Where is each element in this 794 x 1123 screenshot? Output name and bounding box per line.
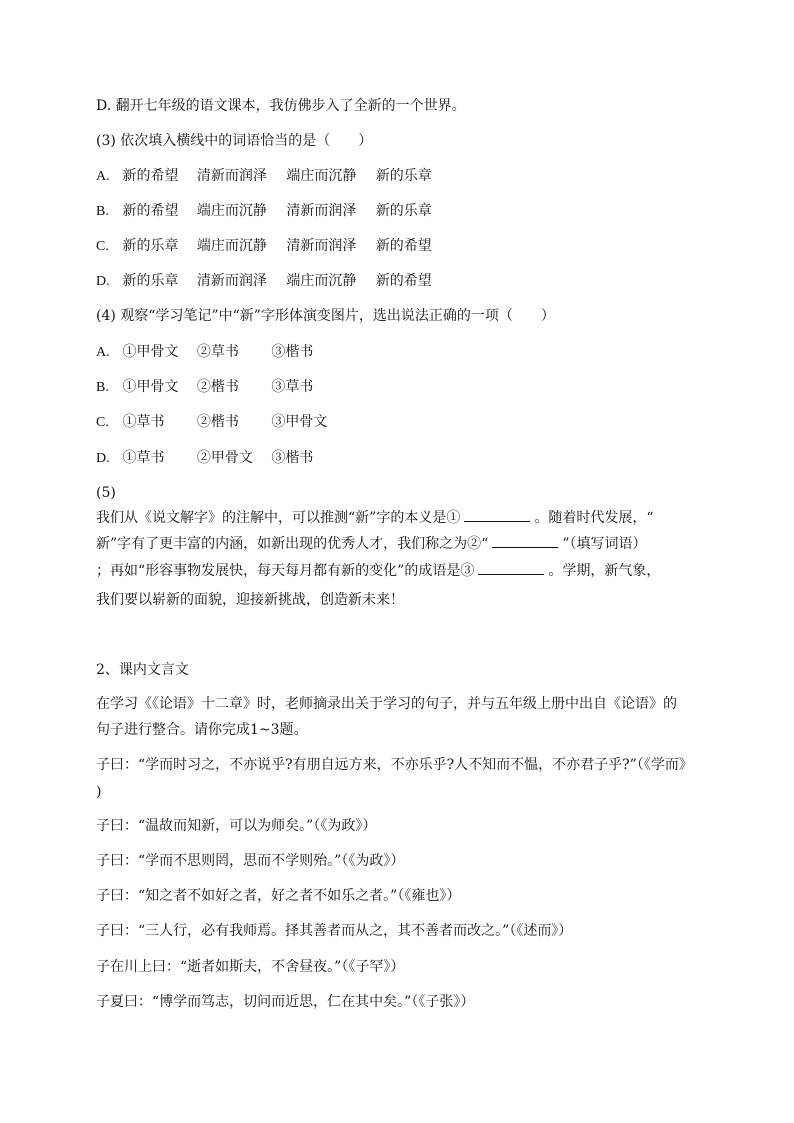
- q5-text: 。学期，新气象，: [548, 563, 661, 579]
- option-label: D.: [96, 451, 110, 466]
- q3-option-d: [96, 271, 432, 291]
- option-item: 新的希望: [375, 238, 432, 254]
- quote-1-continued: ): [96, 784, 102, 800]
- option-item: ③楷书: [271, 450, 314, 466]
- q4-option-b: [96, 377, 313, 397]
- q4-option-d: [96, 448, 313, 468]
- q3-stem: (3) 依次填入横线中的词语恰当的是（ ）: [96, 133, 373, 149]
- option-item: ③甲骨文: [271, 414, 328, 430]
- option-item: 端庄而沉静: [196, 203, 267, 219]
- option-label: B.: [96, 204, 109, 219]
- option-label: C.: [96, 415, 109, 430]
- option-label: C.: [96, 239, 109, 254]
- option-label: B.: [96, 380, 109, 395]
- option-item: ②楷书: [196, 379, 239, 395]
- option-label: A.: [96, 169, 110, 184]
- q4-option-a: [96, 342, 313, 362]
- section-2-title: 2、课内文言文: [96, 662, 189, 678]
- option-label: D.: [96, 274, 110, 289]
- option-item: 新的乐章: [122, 238, 179, 254]
- quote-1: 子曰：“学而时习之，不亦说乎?有朋自远方来，不亦乐乎?人不知而不愠，不亦君子乎?”（《学而》: [96, 757, 693, 773]
- q5-text: 我们从《说文解字》的注解中，可以推测“新”字的本义是①: [96, 510, 461, 526]
- option-item: ②甲骨文: [196, 450, 253, 466]
- q5-line-3: [96, 560, 660, 580]
- q5-line-1: [96, 507, 654, 527]
- option-item: ③草书: [271, 379, 314, 395]
- option-item: 新的乐章: [375, 203, 432, 219]
- q4-stem: (4) 观察“学习笔记”中“新”字形体演变图片，选出说法正确的一项（ ）: [96, 308, 555, 324]
- option-label: A.: [96, 345, 110, 360]
- option-item: 端庄而沉静: [286, 168, 357, 184]
- option-item: 新的希望: [122, 203, 179, 219]
- option-item: 端庄而沉静: [286, 273, 357, 289]
- option-item: 清新而润泽: [196, 168, 267, 184]
- section-2-intro: 句子进行整合。请你完成1~3题。: [96, 722, 308, 738]
- answer-blank-2[interactable]: [492, 533, 558, 548]
- quote-5: 子曰：“三人行，必有我师焉。择其善者而从之，其不善者而改之。”（《述而》）: [96, 923, 573, 939]
- option-item: 新的希望: [122, 168, 179, 184]
- quote-7: 子夏曰：“博学而笃志，切问而近思，仁在其中矣。”（《子张》）: [96, 994, 475, 1010]
- q3-option-a: [96, 166, 432, 186]
- q3-option-b: [96, 201, 432, 221]
- option-item: 新的希望: [375, 273, 432, 289]
- option-item: 清新而润泽: [196, 273, 267, 289]
- answer-blank-1[interactable]: [464, 507, 530, 522]
- option-item: 新的乐章: [375, 168, 432, 184]
- q5-line-4: 我们要以崭新的面貌，迎接新挑战，创造新未来！: [96, 592, 404, 608]
- q5-text: 新”字有了更丰富的内涵，如新出现的优秀人才，我们称之为②“: [96, 536, 489, 552]
- q4-option-c: [96, 412, 327, 432]
- option-item: ②楷书: [196, 414, 239, 430]
- q5-text: ；再如“形容事物发展快，每天每月都有新的变化”的成语是③: [96, 563, 475, 579]
- q5-line-2: [96, 533, 647, 553]
- option-item: ①甲骨文: [122, 344, 179, 360]
- section-2-intro: 在学习《《论语》十二章》时，老师摘录出关于学习的句子，并与五年级上册中出自《论语》的: [96, 696, 677, 712]
- option-item: 端庄而沉静: [196, 238, 267, 254]
- q5-text: 。随着时代发展，“: [534, 510, 654, 526]
- answer-blank-3[interactable]: [478, 560, 544, 575]
- option-item: ①草书: [122, 414, 165, 430]
- option-item: 清新而润泽: [286, 238, 357, 254]
- q5-number: (5): [96, 485, 116, 501]
- option-item: ②草书: [196, 344, 239, 360]
- quote-3: 子曰：“学而不思则罔，思而不学则殆。”（《为政》）: [96, 853, 405, 869]
- quote-2: 子曰：“温故而知新，可以为师矣。”（《为政》）: [96, 818, 377, 834]
- quote-6: 子在川上曰：“逝者如斯夫，不舍昼夜。”（《子罕》）: [96, 959, 405, 975]
- option-item: ③楷书: [271, 344, 314, 360]
- option-item: ①甲骨文: [122, 379, 179, 395]
- option-item: ①草书: [122, 450, 165, 466]
- q3-option-c: [96, 236, 432, 256]
- option-item: 清新而润泽: [286, 203, 357, 219]
- q5-text: ”（填写词语）: [562, 536, 647, 552]
- option-item: 新的乐章: [122, 273, 179, 289]
- q2-option-d: D. 翻开七年级的语文课本，我仿佛步入了全新的一个世界。: [96, 98, 466, 114]
- quote-4: 子曰：“知之者不如好之者，好之者不如乐之者。”（《雍也》）: [96, 888, 461, 904]
